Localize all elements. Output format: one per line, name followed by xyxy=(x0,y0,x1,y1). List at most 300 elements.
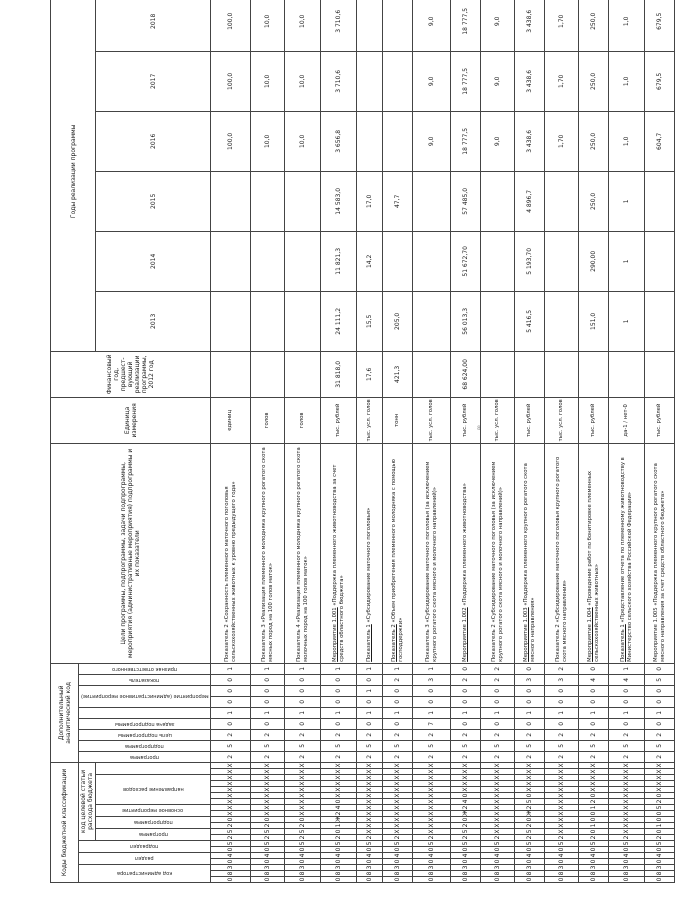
year-value-cell xyxy=(357,51,383,111)
code-cell: X xyxy=(545,787,579,793)
addl-code-cell: 0 xyxy=(285,696,321,707)
code-cell: 0 xyxy=(357,877,383,883)
addl-code-cell: 0 xyxy=(579,663,609,674)
year-value-cell: 9,0 xyxy=(481,51,515,111)
code-cell: X xyxy=(545,769,579,775)
table-row xyxy=(285,0,321,883)
code-cell: X xyxy=(609,811,645,817)
addl-code-cell: 2 xyxy=(413,751,451,762)
code-cell: 0 xyxy=(579,811,609,817)
base-year-cell: 68 624,00 xyxy=(451,351,481,397)
year-value-cell: 250,0 xyxy=(579,0,609,51)
addl-code-cell: 1 xyxy=(211,707,251,718)
year-value-cell: 290,00 xyxy=(579,231,609,291)
code-cell: X xyxy=(383,805,413,811)
code-cell: 0 xyxy=(545,877,579,883)
code-cell: X xyxy=(251,769,285,775)
unit-column-header: Единица измерения xyxy=(51,397,211,443)
code-cell: 4 xyxy=(609,853,645,859)
code-cell: X xyxy=(285,805,321,811)
code-cell: X xyxy=(413,775,451,781)
code-cell: X xyxy=(609,775,645,781)
addl-code-cell: 2 xyxy=(251,751,285,762)
code-cell: 8 xyxy=(451,871,481,877)
year-value-cell: 9,0 xyxy=(413,0,451,51)
code-cell: X xyxy=(251,805,285,811)
code-cell: 8 xyxy=(609,871,645,877)
year-value-cell: 4 896,7 xyxy=(515,171,545,231)
code-cell: 5 xyxy=(211,841,251,847)
year-value-cell: 1 xyxy=(609,171,645,231)
addl-code-cell: 5 xyxy=(321,740,357,751)
code-cell: 3 xyxy=(451,865,481,871)
addl-code-cell: 5 xyxy=(211,740,251,751)
code-cell: 8 xyxy=(481,871,515,877)
code-cell: X xyxy=(609,799,645,805)
addl-code-cell: 5 xyxy=(383,740,413,751)
indicator-name-cell xyxy=(545,443,579,663)
table-body xyxy=(211,0,675,883)
unit-cell: тыс. рублей xyxy=(579,397,609,443)
addl-code-cell: 0 xyxy=(413,696,451,707)
year-value-cell: 18 777,5 xyxy=(451,51,481,111)
year-value-cell: 151,0 xyxy=(579,291,609,351)
code-cell: X xyxy=(545,799,579,805)
addl-code-cell: 4 xyxy=(579,674,609,685)
addl-code-cell: 0 xyxy=(515,663,545,674)
base-year-cell xyxy=(645,351,675,397)
unit-cell: тыс. усл. голов xyxy=(357,397,383,443)
addl-code-cell: 1 xyxy=(321,707,357,718)
addl-event-header: мероприятие (административное мероприятие) xyxy=(79,685,211,707)
base-year-cell xyxy=(545,351,579,397)
code-cell: 0 xyxy=(545,859,579,865)
code-subprogram-header: подпрограмма xyxy=(96,817,211,829)
item-number: Мероприятие 1.001 xyxy=(331,607,338,662)
addl-code-cell: 0 xyxy=(321,696,357,707)
year-value-cell xyxy=(357,0,383,51)
item-text: Показатель 2 «Субсидирование маточного поголовья крупного рогатого скота мясного направления» xyxy=(554,456,568,662)
year-value-cell: 51 672,70 xyxy=(451,231,481,291)
code-cell: 3 xyxy=(321,865,357,871)
code-cell: 2 xyxy=(515,805,545,811)
year-value-cell: 3 438,6 xyxy=(515,51,545,111)
addl-code-cell: 0 xyxy=(451,696,481,707)
code-cell: 0 xyxy=(481,847,515,853)
item-text: Мероприятие 1.005 «Поддержка племенного крупного рогатого скота мясного направления за счет средств областного бюджета» xyxy=(652,463,666,662)
code-cell: X xyxy=(357,762,383,768)
code-cell: 2 xyxy=(515,823,545,829)
code-cell: 4 xyxy=(579,853,609,859)
year-value-cell: 14,2 xyxy=(357,231,383,291)
unit-cell: да-1 / нет-0 xyxy=(609,397,645,443)
year-value-cell: 604,7 xyxy=(645,111,675,171)
addl-code-cell: 0 xyxy=(251,685,285,696)
code-cell: 0 xyxy=(515,859,545,865)
years-group-header: Годы реализации программы xyxy=(51,0,96,351)
code-cell: X xyxy=(515,781,545,787)
code-cell: 5 xyxy=(645,841,675,847)
addl-code-cell: 2 xyxy=(383,751,413,762)
code-cell: 4 xyxy=(321,853,357,859)
table-row xyxy=(645,0,675,883)
code-cell: X xyxy=(609,787,645,793)
code-cell: 0 xyxy=(645,859,675,865)
code-cell: X xyxy=(321,769,357,775)
unit-cell: тонн xyxy=(383,397,413,443)
code-cell: 5 xyxy=(357,841,383,847)
code-cell: 0 xyxy=(321,847,357,853)
year-value-cell: 3 710,6 xyxy=(321,0,357,51)
year-header-2016: 2016 xyxy=(96,111,211,171)
year-value-cell: 1,70 xyxy=(545,0,579,51)
code-cell: 0 xyxy=(321,829,357,835)
addl-indicator-header: показатель xyxy=(79,674,211,685)
code-cell: X xyxy=(383,781,413,787)
addl-code-cell: 2 xyxy=(579,729,609,740)
indicator-name-cell xyxy=(413,443,451,663)
addl-code-cell: 5 xyxy=(609,740,645,751)
indicator-name-cell xyxy=(645,443,675,663)
addl-code-cell: 1 xyxy=(645,707,675,718)
code-cell: 2 xyxy=(285,835,321,841)
code-admin-header: код администратора xyxy=(79,865,211,883)
code-cell: 0 xyxy=(645,847,675,853)
code-cell: X xyxy=(211,799,251,805)
code-cell: X xyxy=(211,762,251,768)
code-cell: 2 xyxy=(645,835,675,841)
code-cell: 0 xyxy=(645,829,675,835)
code-cell: X xyxy=(645,775,675,781)
item-number: Мероприятие 1.003 xyxy=(522,607,529,662)
year-value-cell xyxy=(211,291,251,351)
code-cell: 2 xyxy=(451,835,481,841)
year-value-cell xyxy=(285,231,321,291)
code-cell: X xyxy=(481,817,515,823)
code-cell: 5 xyxy=(383,841,413,847)
code-cell: 0 xyxy=(609,877,645,883)
addl-subprogram-header: подпрограмма xyxy=(79,740,211,751)
base-year-cell xyxy=(609,351,645,397)
code-cell: X xyxy=(645,769,675,775)
code-cell: 0 xyxy=(211,877,251,883)
code-cell: X xyxy=(251,811,285,817)
code-cell: 4 xyxy=(321,805,357,811)
code-cell: 0 xyxy=(481,877,515,883)
indicator-name-cell xyxy=(515,443,545,663)
code-cell: X xyxy=(211,775,251,781)
code-cell: X xyxy=(609,823,645,829)
code-cell: 2 xyxy=(545,835,579,841)
code-cell: 5 xyxy=(251,829,285,835)
unit-cell: голов xyxy=(285,397,321,443)
code-cell: X xyxy=(211,793,251,799)
code-cell: 0 xyxy=(515,793,545,799)
code-cell: X xyxy=(579,769,609,775)
code-cell: 5 xyxy=(251,841,285,847)
code-cell: 3 xyxy=(383,865,413,871)
addl-code-cell: 0 xyxy=(545,696,579,707)
code-cell: X xyxy=(357,775,383,781)
code-cell: 0 xyxy=(609,859,645,865)
addl-code-cell: 2 xyxy=(609,729,645,740)
addl-code-cell: 0 xyxy=(545,718,579,729)
code-cell: 5 xyxy=(481,841,515,847)
code-cell: X xyxy=(383,811,413,817)
code-cell: X xyxy=(545,781,579,787)
base-year-cell: 421,3 xyxy=(383,351,413,397)
addl-code-cell: 1 xyxy=(321,663,357,674)
addl-code-cell: 5 xyxy=(451,740,481,751)
year-value-cell xyxy=(481,171,515,231)
code-cell: X xyxy=(579,775,609,781)
addl-code-cell: 0 xyxy=(481,696,515,707)
code-cell: 4 xyxy=(285,853,321,859)
code-cell: 5 xyxy=(321,841,357,847)
addl-code-cell: 2 xyxy=(645,729,675,740)
code-cell: X xyxy=(321,787,357,793)
addl-code-cell: 0 xyxy=(645,718,675,729)
code-cell: X xyxy=(357,805,383,811)
code-cell: 4 xyxy=(545,853,579,859)
year-value-cell: 56 013,3 xyxy=(451,291,481,351)
code-cell: 8 xyxy=(515,871,545,877)
year-value-cell xyxy=(357,111,383,171)
code-cell: X xyxy=(413,811,451,817)
addl-code-cell: 0 xyxy=(515,718,545,729)
addl-code-cell: 0 xyxy=(357,718,383,729)
code-cell: 2 xyxy=(251,835,285,841)
code-cell: X xyxy=(481,829,515,835)
code-cell: X xyxy=(481,799,515,805)
code-cell: X xyxy=(413,781,451,787)
code-cell: 0 xyxy=(451,793,481,799)
indicator-name-cell xyxy=(579,443,609,663)
code-cell: X xyxy=(481,811,515,817)
addl-code-cell: 2 xyxy=(545,729,579,740)
code-cell: 4 xyxy=(481,853,515,859)
code-subsection-header: подраздел xyxy=(79,841,211,853)
addl-code-cell: 1 xyxy=(413,663,451,674)
code-cell: 0 xyxy=(321,859,357,865)
codes-group-header: Коды бюджетной классификации xyxy=(51,762,79,882)
year-value-cell: 100,0 xyxy=(211,51,251,111)
addl-code-cell: 1 xyxy=(383,663,413,674)
addl-code-cell: 2 xyxy=(357,729,383,740)
code-cell: X xyxy=(645,787,675,793)
addl-code-cell: 0 xyxy=(383,685,413,696)
code-cell: X xyxy=(357,811,383,817)
year-value-cell: 3 438,6 xyxy=(515,0,545,51)
year-value-cell: 1,0 xyxy=(609,0,645,51)
item-number: Показатель 1 xyxy=(366,624,373,662)
code-cell: X xyxy=(251,793,285,799)
code-cell: 0 xyxy=(285,877,321,883)
addl-code-cell: 1 xyxy=(545,707,579,718)
indicator-name-cell xyxy=(609,443,645,663)
addl-code-cell: 0 xyxy=(285,685,321,696)
code-cell: X xyxy=(413,823,451,829)
code-cell: 0 xyxy=(579,877,609,883)
unit-cell: единиц xyxy=(211,397,251,443)
code-cell: X xyxy=(609,805,645,811)
addl-code-cell: 4 xyxy=(609,674,645,685)
code-cell: 0 xyxy=(451,877,481,883)
code-cell: 5 xyxy=(451,841,481,847)
code-cell: 3 xyxy=(413,865,451,871)
code-cell: 4 xyxy=(515,853,545,859)
table-row xyxy=(413,0,451,883)
code-cell: 0 xyxy=(321,799,357,805)
year-value-cell xyxy=(645,231,675,291)
year-value-cell xyxy=(413,291,451,351)
addl-code-cell: 1 xyxy=(251,663,285,674)
unit-cell: тыс. усл. голов xyxy=(413,397,451,443)
table-row xyxy=(251,0,285,883)
code-cell: 4 xyxy=(451,853,481,859)
year-value-cell: 14 583,0 xyxy=(321,171,357,231)
code-cell: X xyxy=(645,762,675,768)
code-cell: X xyxy=(413,787,451,793)
year-value-cell xyxy=(383,0,413,51)
item-text: Показатель 3 «Субсидирование маточного поголовья (за исключением крупного рогатого скота мясного и молочного направлений)» xyxy=(424,461,438,662)
code-cell: X xyxy=(545,829,579,835)
item-number: Показатель 1 xyxy=(619,624,626,662)
code-cell: 1 xyxy=(579,823,609,829)
code-cell: 2 xyxy=(645,799,675,805)
addl-code-cell: 1 xyxy=(251,707,285,718)
item-text: Показатель 2 «Субсидирование маточного поголовья (за исключением крупного рогатого скота мясного и молочного направлений)» xyxy=(490,461,504,662)
code-cell: X xyxy=(609,817,645,823)
year-value-cell: 9,0 xyxy=(481,0,515,51)
unit-cell: тыс. усл. голов xyxy=(481,397,515,443)
code-cell: 2 xyxy=(251,823,285,829)
code-cell: X xyxy=(413,769,451,775)
code-main-event-header: основное мероприятие xyxy=(96,805,211,817)
year-value-cell: 3 710,6 xyxy=(321,51,357,111)
code-cell: 0 xyxy=(545,847,579,853)
addl-code-cell: 0 xyxy=(211,685,251,696)
addl-code-cell: 2 xyxy=(211,729,251,740)
addl-task-2-header xyxy=(79,707,211,718)
code-cell: 2 xyxy=(211,835,251,841)
addl-code-cell: 0 xyxy=(645,685,675,696)
code-cell: 0 xyxy=(451,817,481,823)
code-cell: 8 xyxy=(251,871,285,877)
code-cell: 2 xyxy=(515,835,545,841)
addl-code-cell: 0 xyxy=(609,696,645,707)
code-cell: X xyxy=(285,775,321,781)
code-cell: X xyxy=(383,787,413,793)
code-cell: 0 xyxy=(579,793,609,799)
year-header-2017: 2017 xyxy=(96,51,211,111)
base-year-cell xyxy=(211,351,251,397)
code-cell: X xyxy=(383,823,413,829)
code-cell: X xyxy=(211,811,251,817)
code-cell: 4 xyxy=(645,853,675,859)
year-value-cell: 679,5 xyxy=(645,51,675,111)
year-value-cell: 5 193,70 xyxy=(515,231,545,291)
table-row xyxy=(579,0,609,883)
code-cell: 0 xyxy=(579,847,609,853)
code-cell: 2 xyxy=(321,835,357,841)
code-cell: 0 xyxy=(285,859,321,865)
addl-code-cell: 0 xyxy=(515,696,545,707)
year-value-cell xyxy=(413,231,451,291)
item-number: Мероприятие 1.002 xyxy=(462,607,469,662)
code-cell: 5 xyxy=(579,841,609,847)
year-value-cell xyxy=(645,171,675,231)
addl-code-cell: 5 xyxy=(645,740,675,751)
code-cell: 0 xyxy=(357,847,383,853)
code-cell: 3 xyxy=(515,865,545,871)
code-cell: X xyxy=(211,781,251,787)
year-value-cell: 24 111,2 xyxy=(321,291,357,351)
addl-code-cell: 2 xyxy=(383,729,413,740)
year-value-cell: 1,70 xyxy=(545,111,579,171)
item-text: «Поддержка племенного крупного рогатого скота мясного направления» xyxy=(522,463,536,662)
year-value-cell: 10,0 xyxy=(285,111,321,171)
addl-code-cell: 0 xyxy=(451,663,481,674)
code-cell: 8 xyxy=(321,871,357,877)
addl-code-cell: 0 xyxy=(285,718,321,729)
table-row xyxy=(481,0,515,883)
code-cell: 0 xyxy=(451,859,481,865)
code-cell: X xyxy=(251,799,285,805)
code-cell: X xyxy=(451,762,481,768)
code-cell: 0 xyxy=(609,847,645,853)
code-cell: 4 xyxy=(451,799,481,805)
addl-program-header: программа xyxy=(79,751,211,762)
code-cell: X xyxy=(357,787,383,793)
addl-code-cell: 0 xyxy=(211,674,251,685)
code-cell: X xyxy=(451,781,481,787)
code-cell: 0 xyxy=(579,829,609,835)
code-cell: 0 xyxy=(515,877,545,883)
year-header-2015: 2015 xyxy=(96,171,211,231)
indicator-name-cell xyxy=(481,443,515,663)
code-cell: 2 xyxy=(285,823,321,829)
code-cell: 3 xyxy=(545,865,579,871)
code-cell: X xyxy=(579,787,609,793)
indicator-name-cell xyxy=(357,443,383,663)
year-value-cell: 1 xyxy=(609,231,645,291)
indicator-name-cell xyxy=(383,443,413,663)
code-cell: X xyxy=(285,799,321,805)
base-year-cell xyxy=(481,351,515,397)
code-cell: X xyxy=(609,829,645,835)
addl-code-cell: 1 xyxy=(481,707,515,718)
addl-code-cell: 5 xyxy=(413,740,451,751)
code-cell: 5 xyxy=(545,841,579,847)
addl-code-cell: 0 xyxy=(285,674,321,685)
code-cell: 5 xyxy=(211,829,251,835)
addl-code-cell: 0 xyxy=(451,718,481,729)
year-value-cell: 10,0 xyxy=(251,0,285,51)
addl-code-cell: 0 xyxy=(251,674,285,685)
addl-code-cell: 1 xyxy=(451,707,481,718)
addl-code-cell: 5 xyxy=(357,740,383,751)
code-cell: 2 xyxy=(451,823,481,829)
code-cell: 0 xyxy=(413,859,451,865)
year-value-cell: 18 777,5 xyxy=(451,111,481,171)
addl-code-cell: 2 xyxy=(451,751,481,762)
addl-code-cell: 2 xyxy=(645,751,675,762)
code-cell: 5 xyxy=(515,799,545,805)
code-cell: X xyxy=(357,823,383,829)
code-cell: 2 xyxy=(609,835,645,841)
year-value-cell: 250,0 xyxy=(579,51,609,111)
